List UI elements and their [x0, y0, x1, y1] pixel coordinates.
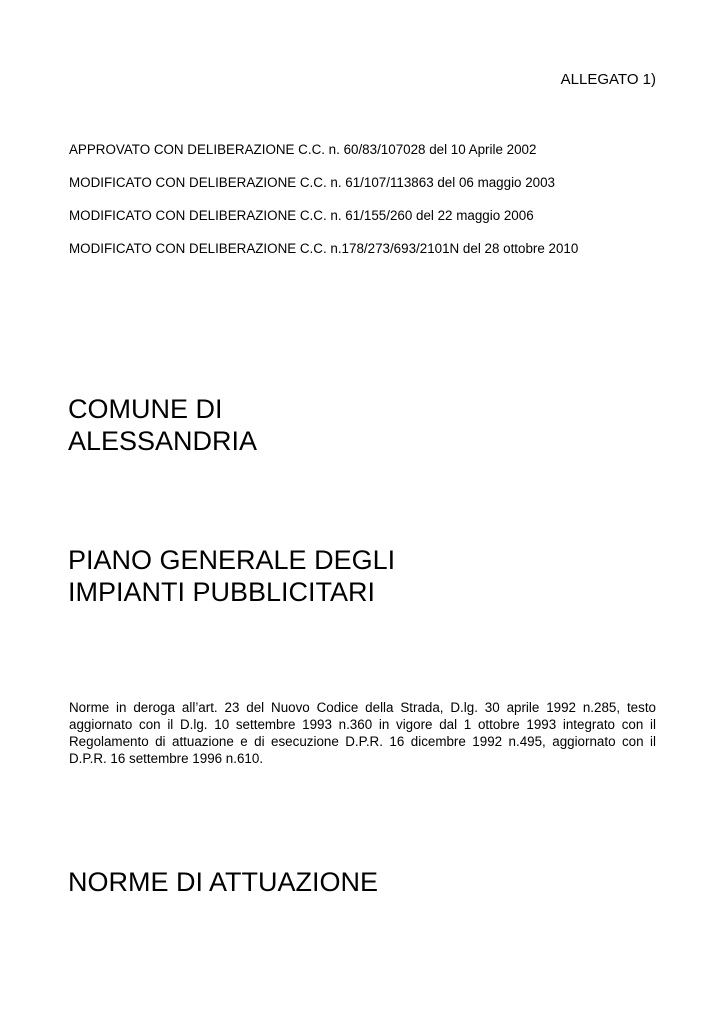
- attachment-label: ALLEGATO 1): [560, 71, 656, 88]
- plan-title-line2: IMPIANTI PUBBLICITARI: [68, 577, 376, 607]
- plan-title: [68, 544, 395, 608]
- municipality-title: [68, 393, 257, 457]
- approval-entry: APPROVATO CON DELIBERAZIONE C.C. n. 60/83/107028 del 10 Aprile 2002: [69, 142, 537, 157]
- legal-note: Norme in deroga all’art. 23 del Nuovo Codice della Strada, D.lg. 30 aprile 1992 n.285, testo aggiornato con il D.lg. 10 settembre 1993 n.360 in vigore dal 1 ottobre 1993 integrato con il Regolamento di attuazione e di esecuzione D.P.R. 16 dicembre 1992 n.495, aggiornato con il D.P.R. 16 settembre 1996 n.610.: [69, 700, 656, 766]
- plan-title-line1: PIANO GENERALE DEGLI: [68, 545, 396, 575]
- municipality-title-line1: COMUNE DI: [68, 394, 223, 424]
- approval-history: [69, 141, 669, 273]
- section-title: NORME DI ATTUAZIONE: [68, 867, 379, 897]
- modification-entry: MODIFICATO CON DELIBERAZIONE C.C. n. 61/107/113863 del 06 maggio 2003: [69, 175, 555, 190]
- municipality-title-line2: ALESSANDRIA: [68, 426, 258, 456]
- modification-entry: MODIFICATO CON DELIBERAZIONE C.C. n. 61/155/260 del 22 maggio 2006: [69, 208, 534, 223]
- modification-entry: MODIFICATO CON DELIBERAZIONE C.C. n.178/273/693/2101N del 28 ottobre 2010: [69, 241, 579, 256]
